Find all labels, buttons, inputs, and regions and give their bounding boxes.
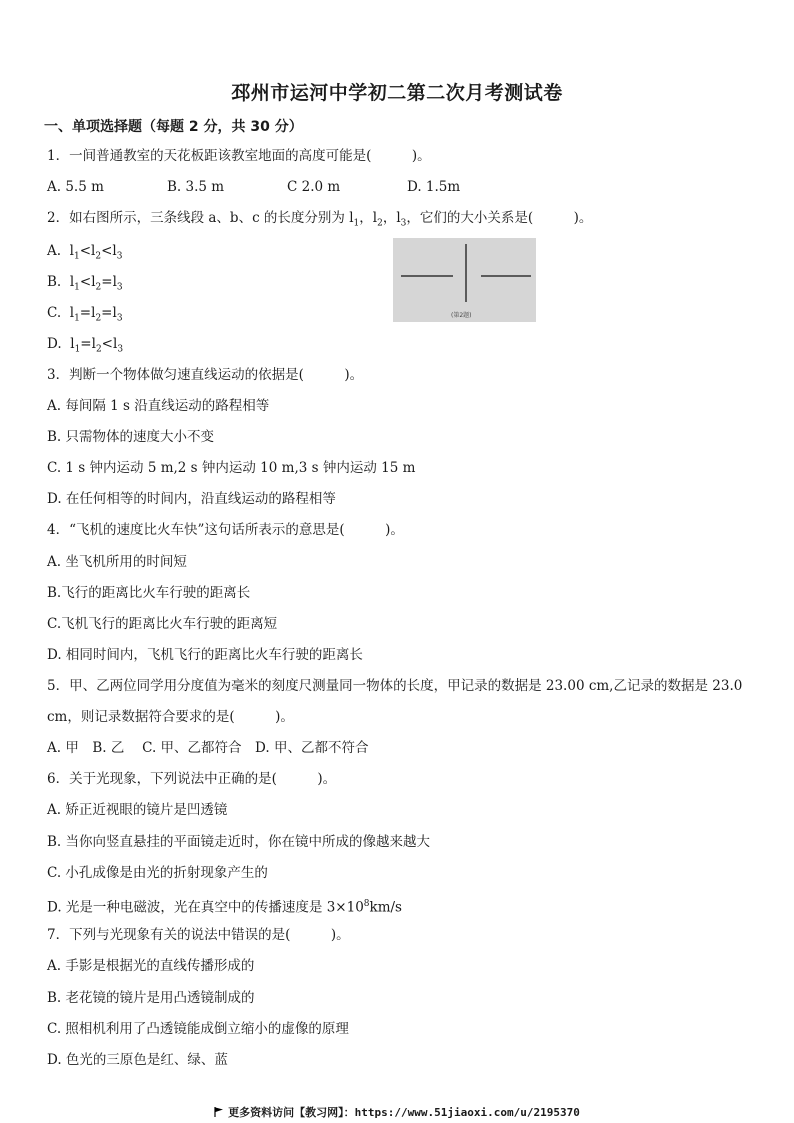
- q3-option-a: A. 每间隔 1 s 沿直线运动的路程相等: [47, 398, 270, 414]
- flag-icon: [214, 1107, 224, 1117]
- line-segments-figure: [393, 238, 536, 322]
- q1-stem: 1．一间普通教室的天花板距该教室地面的高度可能是( )。: [47, 148, 431, 164]
- q2-figure: [393, 238, 536, 322]
- q3-option-d: D. 在任何相等的时间内，沿直线运动的路程相等: [47, 491, 336, 507]
- footer-link[interactable]: 更多资料访问【教习网】：https://www.51jiaoxi.com/u/2195370: [228, 1106, 580, 1119]
- q4-option-a: A. 坐飞机所用的时间短: [47, 554, 187, 570]
- footer: [0, 1104, 794, 1120]
- q1-option-d: D. 1.5m: [407, 179, 461, 195]
- subscript: 2: [95, 251, 102, 262]
- option-label: D.: [47, 336, 62, 352]
- subscript: 3: [400, 218, 407, 229]
- symbol: l: [112, 336, 118, 352]
- subscript: 2: [95, 313, 102, 324]
- q7-stem: 7．下列与光现象有关的说法中错误的是( )。: [47, 927, 350, 943]
- q6-option-d-text: D. 光是一种电磁波，光在真空中的传播速度是 3×10: [47, 899, 364, 916]
- q7-option-d: D. 色光的三原色是红、绿、蓝: [47, 1052, 228, 1068]
- q1-option-b: B. 3.5 m: [167, 179, 225, 195]
- q3-stem: 3．判断一个物体做匀速直线运动的依据是( )。: [47, 367, 364, 383]
- option-label: B.: [47, 274, 62, 290]
- subscript: 3: [116, 251, 123, 262]
- subscript: 2: [377, 218, 383, 229]
- q5-stem: 5．甲、乙两位同学用分度值为毫米的刻度尺测量同一物体的长度，甲记录的数据是 23.00 cm,乙记录的数据是 23.0 cm，则记录数据符合要求的是( )。: [47, 678, 743, 725]
- q2-stem-text: ，l: [382, 210, 401, 226]
- q2-option-a: [47, 241, 122, 267]
- subscript: 2: [95, 282, 102, 293]
- q6-stem: 6．关于光现象，下列说法中正确的是( )。: [47, 771, 337, 787]
- operator: =: [101, 274, 113, 290]
- q2-option-b: [47, 272, 123, 298]
- q4-stem: 4．“飞机的速度比火车快”这句话所表示的意思是( )。: [47, 522, 404, 538]
- subscript: 3: [117, 344, 124, 355]
- q6-option-c: C. 小孔成像是由光的折射现象产生的: [47, 865, 268, 881]
- symbol: l: [69, 274, 75, 290]
- option-label: A.: [47, 243, 62, 259]
- subscript: 1: [74, 344, 81, 355]
- symbol: l: [69, 243, 74, 259]
- symbol: l: [91, 243, 96, 259]
- q4-option-c: C.飞机飞行的距离比火车行驶的距离短: [47, 616, 278, 632]
- option-label: C.: [47, 305, 62, 321]
- subscript: 2: [95, 344, 102, 355]
- operator: <: [79, 274, 92, 290]
- symbol: l: [91, 305, 96, 321]
- q7-option-c: C. 照相机利用了凸透镜能成倒立缩小的虚像的原理: [47, 1021, 349, 1037]
- q3-option-c: C. 1 s 钟内运动 5 m,2 s 钟内运动 10 m,3 s 钟内运动 15 m: [47, 460, 416, 476]
- subscript: 1: [74, 313, 80, 324]
- q6-option-d: [47, 894, 402, 918]
- q5-options: A. 甲 B. 乙 C. 甲、乙都符合 D. 甲、乙都不符合: [47, 740, 369, 756]
- symbol: l: [112, 274, 117, 290]
- q2-option-d: [47, 334, 123, 360]
- subscript: 1: [353, 218, 360, 229]
- symbol: l: [70, 336, 75, 352]
- q1-option-a: A. 5.5 m: [47, 179, 104, 195]
- figure-caption: (第2题): [451, 312, 472, 319]
- subscript: 1: [73, 251, 80, 262]
- operator: =: [101, 305, 113, 321]
- q4-option-b: B.飞行的距离比火车行驶的距离长: [47, 585, 251, 601]
- subscript: 3: [116, 282, 123, 293]
- symbol: l: [91, 274, 96, 290]
- q6-option-d-unit: km/s: [369, 899, 402, 916]
- symbol: l: [112, 305, 117, 321]
- q2-option-c: [47, 303, 123, 329]
- section-heading: 一、单项选择题（每题 2 分，共 30 分）: [44, 119, 303, 135]
- subscript: 1: [74, 282, 80, 293]
- symbol: l: [112, 243, 117, 259]
- q2-stem-text: ，l: [359, 210, 378, 226]
- operator: <: [79, 243, 92, 259]
- q2-stem-text: 2．如右图所示，三条线段 a、b、c 的长度分别为 l: [47, 210, 354, 226]
- page-title: 邳州市运河中学初二第二次月考测试卷: [231, 82, 563, 104]
- q1-options: [47, 177, 527, 197]
- q7-option-b: B. 老花镜的镜片是用凸透镜制成的: [47, 990, 255, 1006]
- operator: <: [101, 243, 113, 259]
- subscript: 3: [116, 313, 123, 324]
- q6-option-a: A. 矫正近视眼的镜片是凹透镜: [47, 802, 228, 818]
- q7-option-a: A. 手影是根据光的直线传播形成的: [47, 958, 255, 974]
- q4-option-d: D. 相同时间内，飞机飞行的距离比火车行驶的距离长: [47, 647, 363, 663]
- q6-option-b: B. 当你向竖直悬挂的平面镜走近时，你在镜中所成的像越来越大: [47, 834, 431, 850]
- operator: <: [101, 336, 113, 352]
- operator: =: [79, 305, 92, 321]
- q2-stem: [47, 208, 592, 234]
- operator: =: [80, 336, 92, 352]
- superscript: 8: [363, 899, 370, 909]
- q1-option-c: C 2.0 m: [287, 179, 341, 195]
- symbol: l: [69, 305, 75, 321]
- q3-option-b: B. 只需物体的速度大小不变: [47, 429, 215, 445]
- symbol: l: [91, 336, 96, 352]
- q2-stem-text: ，它们的大小关系是( )。: [406, 210, 593, 226]
